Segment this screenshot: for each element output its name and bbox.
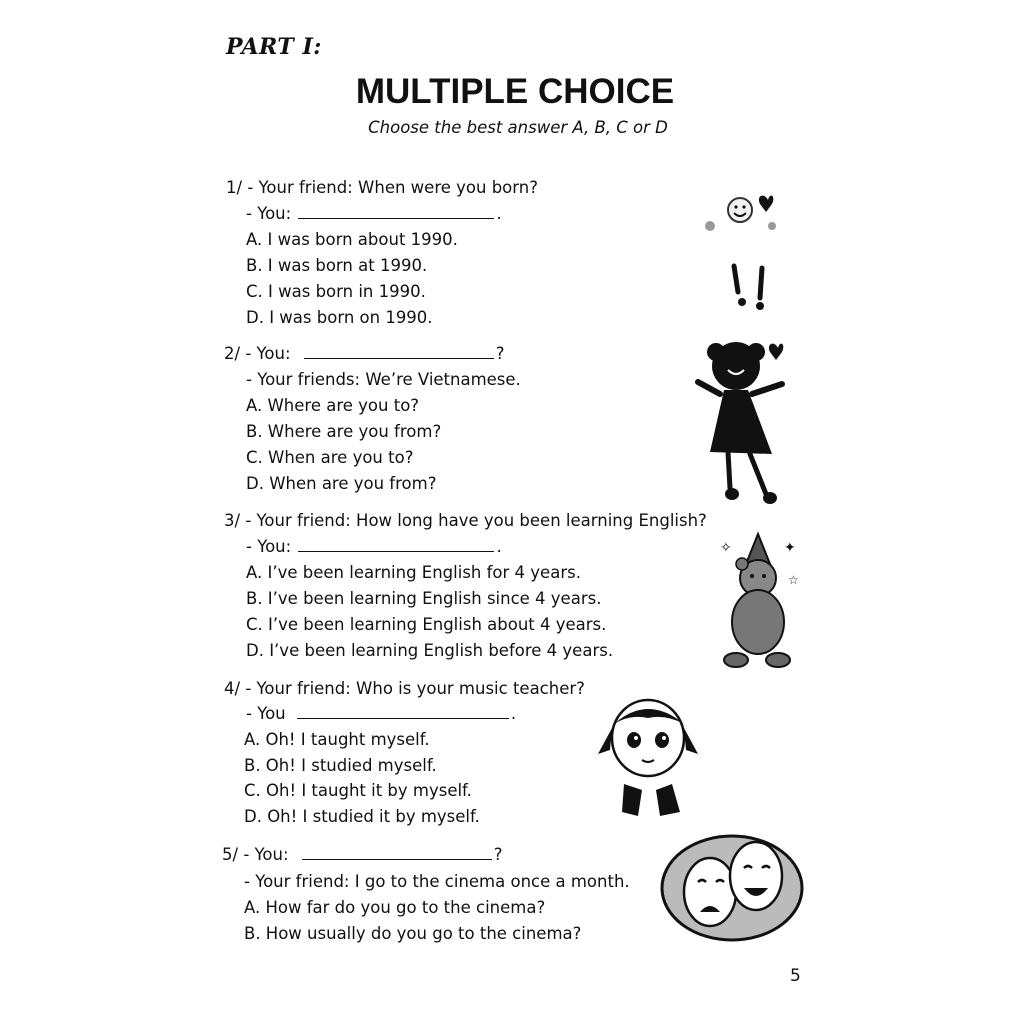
part-label: PART I: [226,34,322,60]
question-5-option-a: A. How far do you go to the cinema? [244,898,546,917]
svg-text:✧: ✧ [720,540,732,556]
answer-line-label: - You: [245,344,291,363]
pigtail-girl-icon [594,688,704,830]
answer-line-label: - You [246,704,286,723]
answer-line-end: ? [493,845,503,864]
question-4-option-a: A. Oh! I taught myself. [244,730,430,749]
question-3-option-b: B. I’ve been learning English since 4 years. [246,589,602,608]
svg-text:✦: ✦ [784,540,796,556]
question-3-answer-line [246,537,502,557]
question-1-option-d: D. I was born on 1990. [246,308,433,327]
question-1-prompt [226,178,538,198]
instruction-text: Choose the best answer A, B, C or D [368,118,668,137]
question-number: 4/ [224,679,241,698]
question-1-option-b: B. I was born at 1990. [246,256,428,275]
question-4-answer-line [246,704,516,724]
question-line-text: - Your friend: When were you born? [247,178,538,197]
smiley-doodle-icon [698,188,788,318]
question-2-reply: - Your friends: We’re Vietnamese. [246,370,521,389]
question-4-option-d: D. Oh! I studied it by myself. [244,807,480,826]
answer-line-end: . [496,537,502,556]
answer-line-end: ? [495,344,505,363]
drama-masks-icon [658,832,806,944]
answer-blank [304,344,494,359]
question-4-option-c: C. Oh! I taught it by myself. [244,781,472,800]
question-line-text: - Your friend: How long have you been learning English? [245,511,707,530]
question-1-option-a: A. I was born about 1990. [246,230,458,249]
question-number: 3/ [224,511,241,530]
answer-line-end: . [496,204,502,223]
question-3-option-c: C. I’ve been learning English about 4 years. [246,615,607,634]
answer-line-label: - You: [246,537,292,556]
question-2-option-d: D. When are you from? [246,474,437,493]
question-2-option-a: A. Where are you to? [246,396,420,415]
question-2-option-c: C. When are you to? [246,448,414,467]
answer-blank [298,204,494,219]
dancing-girl-icon [686,338,796,510]
question-4-option-b: B. Oh! I studied myself. [244,756,437,775]
answer-line-end: . [510,704,517,723]
answer-blank [302,845,492,860]
answer-line-label: - You: [243,845,289,864]
svg-text:☆: ☆ [788,573,799,587]
answer-blank [298,537,494,552]
question-number: 1/ [226,178,243,197]
question-3-option-a: A. I’ve been learning English for 4 years. [246,563,581,582]
answer-blank [297,704,509,719]
page-number: 5 [790,966,801,986]
question-5-prompt [222,845,503,865]
question-number: 5/ [222,845,239,864]
question-3-option-d: D. I’ve been learning English before 4 years. [246,641,614,660]
question-2-option-b: B. Where are you from? [246,422,442,441]
question-4-prompt [224,679,585,699]
question-2-prompt [224,344,505,364]
question-1-answer-line [246,204,502,224]
question-5-reply: - Your friend: I go to the cinema once a month. [244,872,630,891]
question-5-option-b: B. How usually do you go to the cinema? [244,924,582,943]
answer-line-label: - You: [246,204,292,223]
question-1-option-c: C. I was born in 1990. [246,282,426,301]
party-bear-icon [712,528,806,670]
question-number: 2/ [224,344,241,363]
question-line-text: - Your friend: Who is your music teacher? [245,679,585,698]
page-title: MULTIPLE CHOICE [355,72,675,111]
question-3-prompt [224,511,707,531]
